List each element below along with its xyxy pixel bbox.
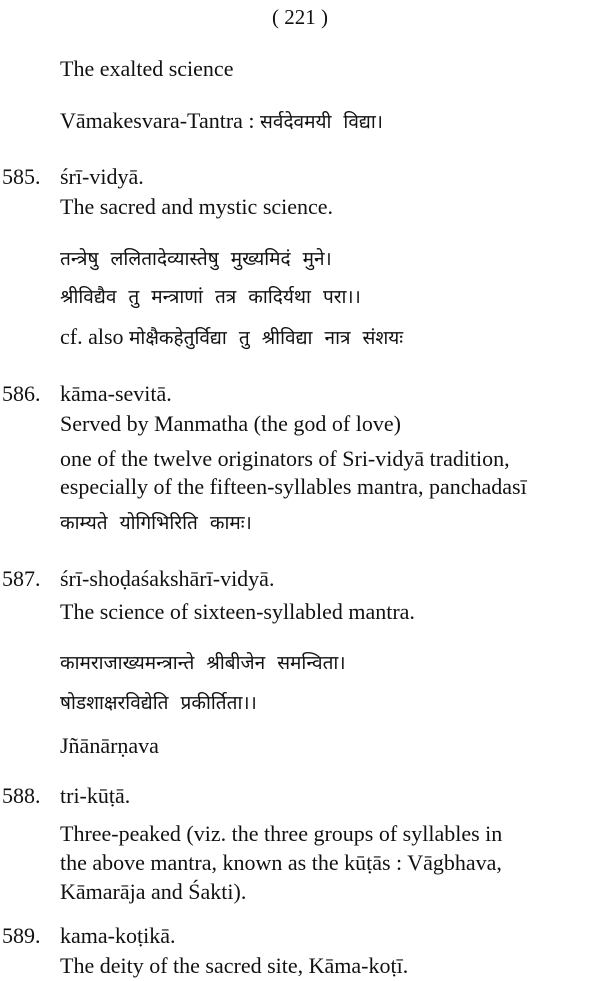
sanskrit-verse: षोडशाक्षरविद्येति प्रकीर्तिता।। — [60, 692, 257, 714]
source-citation: Jñānārṇava — [60, 733, 159, 758]
entry-meaning: Kāmarāja and Śakti). — [60, 879, 247, 904]
entry-note: especially of the fifteen-syllables mantra, panchadasī — [60, 474, 527, 499]
entry-meaning: Served by Manmatha (the god of love) — [60, 411, 401, 436]
entry-number: 585. — [2, 164, 41, 189]
sanskrit-verse: काम्यते योगिभिरिति कामः। — [60, 512, 252, 534]
entry-number: 586. — [2, 381, 41, 406]
intro-source-text: सर्वदेवमयी विद्या। — [260, 111, 384, 133]
cf-text: मोक्षैकहेतुर्विद्या तु श्रीविद्या नात्र संशयः — [129, 327, 404, 349]
cf-line — [60, 324, 403, 351]
entry-term: śrī-vidyā. — [60, 164, 144, 189]
intro-source — [60, 108, 383, 135]
entry-note: one of the twelve originators of Sri-vidyā tradition, — [60, 446, 510, 471]
entry-term: kama-koṭikā. — [60, 923, 176, 948]
sanskrit-verse: कामराजाख्यमन्त्रान्ते श्रीबीजेन समन्विता। — [60, 652, 346, 674]
intro-meaning: The exalted science — [60, 56, 234, 81]
entry-meaning: The deity of the sacred site, Kāma-koṭī. — [60, 953, 409, 978]
entry-term: tri-kūṭā. — [60, 783, 131, 808]
entry-term: śrī-shoḍaśakshārī-vidyā. — [60, 566, 275, 591]
entry-number: 588. — [2, 783, 41, 808]
cf-label: cf. also — [60, 324, 124, 349]
entry-meaning: the above mantra, known as the kūṭās : Vāgbhava, — [60, 850, 502, 875]
entry-term: kāma-sevitā. — [60, 381, 172, 406]
entry-number: 587. — [2, 566, 41, 591]
entry-meaning: The sacred and mystic science. — [60, 194, 334, 219]
sanskrit-verse: तन्त्रेषु ललितादेव्यास्तेषु मुख्यमिदं मुने। — [60, 248, 332, 270]
entry-meaning: The science of sixteen-syllabled mantra. — [60, 599, 415, 624]
entry-meaning: Three-peaked (viz. the three groups of syllables in — [60, 821, 503, 846]
intro-source-label: Vāmakesvara-Tantra : — [60, 108, 255, 133]
entry-number: 589. — [2, 923, 41, 948]
sanskrit-verse: श्रीविद्यैव तु मन्त्राणां तत्र कादिर्यथा परा।। — [60, 286, 361, 308]
page-number: ( 221 ) — [272, 5, 328, 29]
